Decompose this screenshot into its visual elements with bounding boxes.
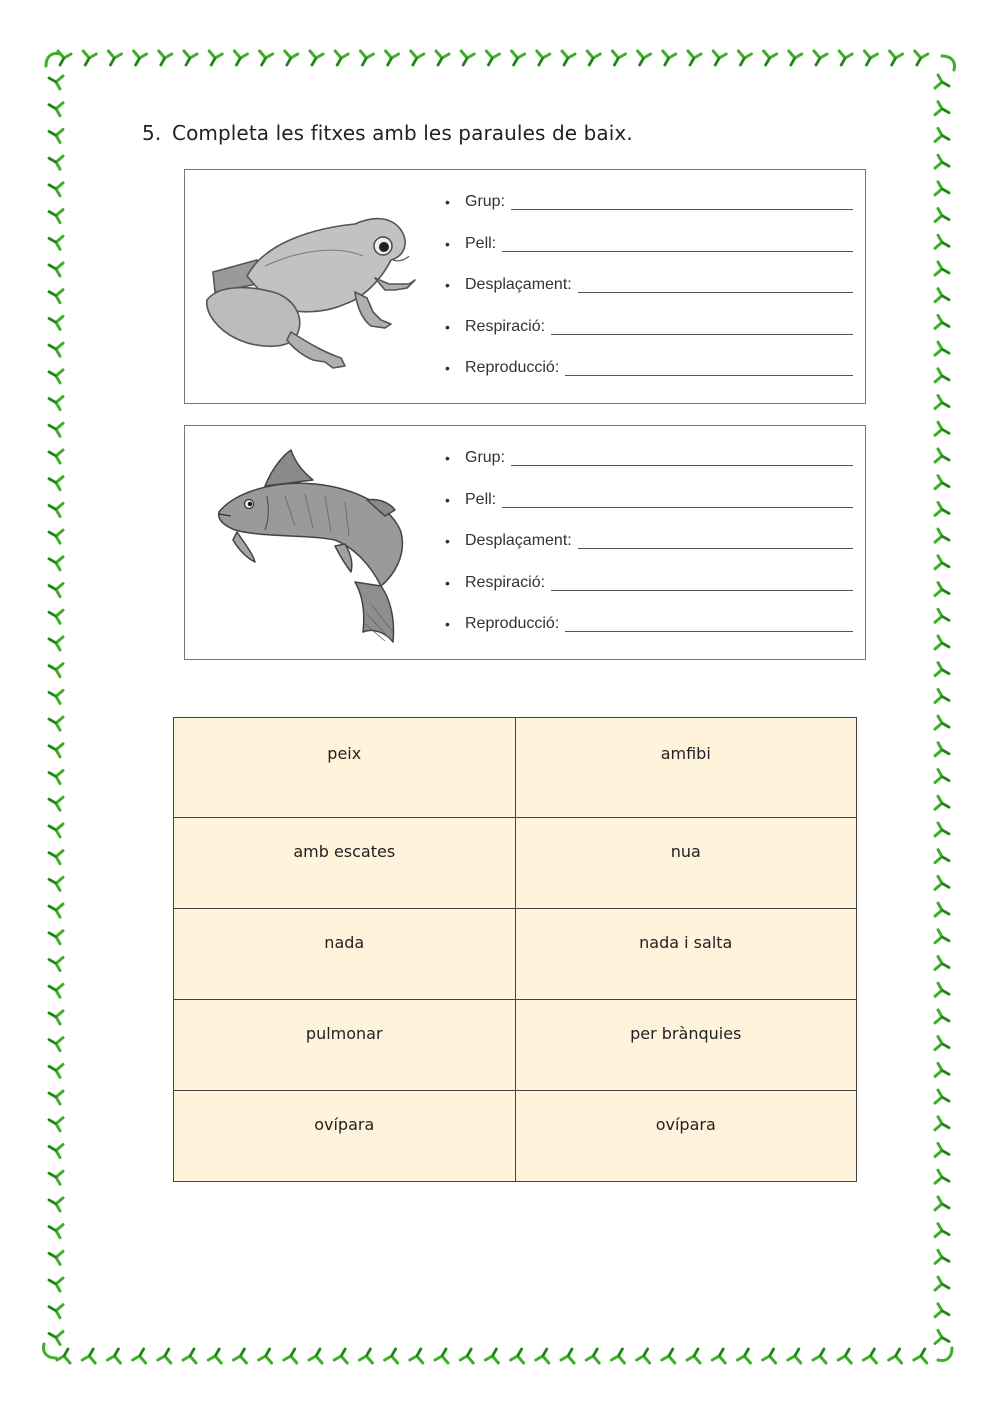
ribbon-mark xyxy=(713,51,726,65)
corner-curl-icon xyxy=(942,56,955,70)
bullet-icon: • xyxy=(445,491,450,508)
ribbon-mark xyxy=(813,1349,826,1363)
ribbon-mark xyxy=(863,1349,876,1363)
ribbon-mark xyxy=(935,689,949,702)
answer-line[interactable] xyxy=(565,612,853,632)
ribbon-mark xyxy=(49,1118,63,1131)
table-row xyxy=(174,909,857,1000)
ribbon-mark xyxy=(587,51,600,65)
ribbon-mark xyxy=(49,584,63,597)
ribbon-mark xyxy=(49,530,63,543)
ribbon-mark xyxy=(49,1171,63,1184)
ribbon-mark xyxy=(788,1349,801,1363)
ribbon-mark xyxy=(134,51,147,65)
ribbon-mark xyxy=(663,51,676,65)
field-label: Pell: xyxy=(465,490,497,508)
ribbon-mark xyxy=(234,51,247,65)
ribbon-mark xyxy=(935,529,949,542)
ribbon-mark xyxy=(49,877,63,890)
field-row xyxy=(443,315,853,357)
ribbon-mark xyxy=(49,1251,63,1264)
ribbon-mark xyxy=(935,1063,949,1076)
ribbon-mark xyxy=(935,1117,949,1130)
ribbon-mark xyxy=(49,744,63,757)
answer-line[interactable] xyxy=(511,446,853,466)
ribbon-mark xyxy=(208,1349,221,1363)
word-card[interactable]: amb escates xyxy=(174,818,516,909)
ribbon-mark xyxy=(890,51,903,65)
answer-line[interactable] xyxy=(578,273,853,293)
bullet-icon: • xyxy=(445,574,450,591)
ribbon-mark xyxy=(935,903,949,916)
ribbon-mark xyxy=(935,502,949,515)
exercise-heading xyxy=(142,121,633,145)
ribbon-mark xyxy=(935,262,949,275)
ribbon-mark xyxy=(935,1330,949,1343)
frog-icon xyxy=(195,180,425,395)
ribbon-mark xyxy=(49,76,63,89)
ribbon-mark xyxy=(49,423,63,436)
ribbon-mark xyxy=(688,51,701,65)
ribbon-mark xyxy=(49,851,63,864)
ribbon-mark xyxy=(359,1349,372,1363)
field-label: Respiració: xyxy=(465,573,546,591)
ribbon-mark xyxy=(49,370,63,383)
ribbon-mark xyxy=(159,51,172,65)
answer-line[interactable] xyxy=(511,190,853,210)
ribbon-mark xyxy=(935,1010,949,1023)
ribbon-mark xyxy=(411,51,424,65)
field-row xyxy=(443,488,853,530)
ribbon-mark xyxy=(49,503,63,516)
ribbon-mark xyxy=(49,664,63,677)
field-row xyxy=(443,356,853,398)
ribbon-mark xyxy=(334,1349,347,1363)
ribbon-mark xyxy=(612,51,625,65)
ribbon-mark xyxy=(637,1349,650,1363)
ribbon-mark xyxy=(638,51,651,65)
answer-line[interactable] xyxy=(565,356,853,376)
ribbon-mark xyxy=(738,51,751,65)
bullet-icon: • xyxy=(445,533,450,549)
ribbon-mark xyxy=(838,1349,851,1363)
ribbon-mark xyxy=(436,51,449,65)
word-card[interactable]: ovípara xyxy=(174,1091,516,1182)
field-label: Pell: xyxy=(465,234,497,252)
corner-curl-icon xyxy=(938,1348,952,1361)
ribbon-mark xyxy=(360,51,373,65)
ribbon-mark xyxy=(662,1349,675,1363)
ribbon-mark xyxy=(49,957,63,970)
ribbon-mark xyxy=(49,1144,63,1157)
ribbon-mark xyxy=(49,129,63,142)
bullet-icon: • xyxy=(445,616,450,632)
ribbon-mark xyxy=(49,1278,63,1291)
ribbon-mark xyxy=(49,210,63,223)
ribbon-mark xyxy=(107,1349,120,1363)
field-label: Respiració: xyxy=(465,317,546,335)
ribbon-mark xyxy=(158,1349,171,1363)
word-card[interactable]: peix xyxy=(174,718,516,818)
ribbon-mark xyxy=(57,1349,70,1363)
frog-card xyxy=(184,169,866,404)
ribbon-mark xyxy=(839,51,852,65)
ribbon-mark xyxy=(335,51,348,65)
bullet-icon: • xyxy=(445,360,450,376)
corner-curl-icon xyxy=(44,1344,57,1358)
ribbon-mark xyxy=(561,1349,574,1363)
field-row xyxy=(443,446,853,488)
corner-curl-icon xyxy=(46,54,60,67)
ribbon-mark xyxy=(284,1349,297,1363)
ribbon-mark xyxy=(935,182,949,195)
ribbon-mark xyxy=(485,1349,498,1363)
ribbon-mark xyxy=(49,931,63,944)
ribbon-mark xyxy=(49,397,63,410)
ribbon-mark xyxy=(49,1331,63,1344)
ribbon-mark xyxy=(935,663,949,676)
ribbon-mark xyxy=(935,956,949,969)
bullet-icon: • xyxy=(445,450,450,466)
field-row xyxy=(443,232,853,274)
ribbon-mark xyxy=(49,1198,63,1211)
ribbon-mark xyxy=(611,1349,624,1363)
ribbon-mark xyxy=(49,477,63,490)
ribbon-mark xyxy=(49,103,63,116)
ribbon-mark xyxy=(935,1277,949,1290)
answer-line[interactable] xyxy=(502,232,853,252)
ribbon-mark xyxy=(935,983,949,996)
word-card[interactable]: nada xyxy=(174,909,516,1000)
table-row xyxy=(174,718,857,818)
ribbon-mark xyxy=(764,51,777,65)
ribbon-mark xyxy=(935,743,949,756)
ribbon-mark xyxy=(586,1349,599,1363)
ribbon-mark xyxy=(49,1305,63,1318)
word-card[interactable]: amfibi xyxy=(515,718,857,818)
answer-line[interactable] xyxy=(578,529,853,549)
field-label: Reproducció: xyxy=(465,615,560,632)
bullet-icon: • xyxy=(445,235,450,252)
answer-line[interactable] xyxy=(502,488,853,508)
ribbon-mark xyxy=(49,1011,63,1024)
ribbon-mark xyxy=(49,797,63,810)
ribbon-mark xyxy=(460,1349,473,1363)
ribbon-mark xyxy=(49,771,63,784)
ribbon-mark xyxy=(260,51,273,65)
ribbon-mark xyxy=(49,637,63,650)
ribbon-mark xyxy=(763,1349,776,1363)
ribbon-mark xyxy=(49,343,63,356)
ribbon-mark xyxy=(935,235,949,248)
fish-icon xyxy=(195,436,425,651)
table-row xyxy=(174,1091,857,1182)
field-label: Desplaçament: xyxy=(465,532,572,549)
ribbon-mark xyxy=(49,156,63,169)
ribbon-mark xyxy=(935,422,949,435)
ribbon-mark xyxy=(935,583,949,596)
ribbon-mark xyxy=(285,51,298,65)
field-label: Reproducció: xyxy=(465,359,560,376)
ribbon-mark xyxy=(864,51,877,65)
ribbon-mark xyxy=(935,315,949,328)
ribbon-mark xyxy=(183,1349,196,1363)
word-card[interactable]: ovípara xyxy=(515,1091,857,1182)
ribbon-mark xyxy=(49,984,63,997)
ribbon-mark xyxy=(209,51,222,65)
ribbon-mark xyxy=(935,930,949,943)
table-row xyxy=(174,1000,857,1091)
ribbon-mark xyxy=(935,850,949,863)
ribbon-mark xyxy=(49,717,63,730)
ribbon-mark xyxy=(310,51,323,65)
ribbon-mark xyxy=(49,557,63,570)
ribbon-mark xyxy=(935,1197,949,1210)
ribbon-mark xyxy=(108,51,121,65)
ribbon-mark xyxy=(49,290,63,303)
ribbon-mark xyxy=(935,1250,949,1263)
field-row xyxy=(443,612,853,654)
ribbon-mark xyxy=(935,449,949,462)
ribbon-mark xyxy=(259,1349,272,1363)
ribbon-mark xyxy=(935,609,949,622)
ribbon-mark xyxy=(889,1349,902,1363)
exercise-number: 5. xyxy=(142,121,162,145)
ribbon-mark xyxy=(935,342,949,355)
ribbon-mark xyxy=(49,316,63,329)
bullet-icon: • xyxy=(445,194,450,210)
ribbon-mark xyxy=(935,102,949,115)
ribbon-mark xyxy=(687,1349,700,1363)
ribbon-mark xyxy=(82,1349,95,1363)
ribbon-mark xyxy=(935,369,949,382)
ribbon-mark xyxy=(49,690,63,703)
table-row xyxy=(174,818,857,909)
ribbon-mark xyxy=(935,75,949,88)
ribbon-mark xyxy=(935,289,949,302)
ribbon-mark xyxy=(935,1090,949,1103)
bullet-icon: • xyxy=(445,318,450,335)
ribbon-mark xyxy=(49,610,63,623)
word-card[interactable]: per brànquies xyxy=(515,1000,857,1091)
ribbon-mark xyxy=(935,1170,949,1183)
ribbon-mark xyxy=(486,51,499,65)
ribbon-mark xyxy=(935,1304,949,1317)
word-card[interactable]: nada i salta xyxy=(515,909,857,1000)
ribbon-mark xyxy=(789,51,802,65)
ribbon-mark xyxy=(233,1349,246,1363)
ribbon-mark xyxy=(935,396,949,409)
ribbon-mark xyxy=(49,263,63,276)
ribbon-mark xyxy=(737,1349,750,1363)
ribbon-mark xyxy=(49,1091,63,1104)
field-row xyxy=(443,571,853,613)
exercise-instruction: Completa les fitxes amb les paraules de baix. xyxy=(172,121,633,145)
ribbon-mark xyxy=(935,128,949,141)
field-label: Grup: xyxy=(465,449,506,466)
ribbon-mark xyxy=(49,450,63,463)
field-row xyxy=(443,529,853,571)
field-row xyxy=(443,190,853,232)
word-bank-table xyxy=(173,717,857,1182)
ribbon-mark xyxy=(537,51,550,65)
ribbon-mark xyxy=(49,824,63,837)
ribbon-mark xyxy=(511,1349,524,1363)
ribbon-mark xyxy=(309,1349,322,1363)
ribbon-mark xyxy=(935,209,949,222)
ribbon-mark xyxy=(935,155,949,168)
ribbon-mark xyxy=(49,1225,63,1238)
field-label: Grup: xyxy=(465,193,506,210)
ribbon-mark xyxy=(935,476,949,489)
ribbon-mark xyxy=(935,1143,949,1156)
ribbon-mark xyxy=(935,556,949,569)
ribbon-mark xyxy=(536,1349,549,1363)
ribbon-mark xyxy=(184,51,197,65)
ribbon-mark xyxy=(914,1349,927,1363)
ribbon-mark xyxy=(385,1349,398,1363)
word-card[interactable]: pulmonar xyxy=(174,1000,516,1091)
ribbon-mark xyxy=(83,51,96,65)
ribbon-mark xyxy=(935,796,949,809)
ribbon-mark xyxy=(562,51,575,65)
answer-line[interactable] xyxy=(551,315,853,335)
fish-fields xyxy=(443,446,853,654)
ribbon-mark xyxy=(49,904,63,917)
ribbon-mark xyxy=(935,1037,949,1050)
ribbon-mark xyxy=(512,51,525,65)
frog-fields xyxy=(443,190,853,398)
ribbon-mark xyxy=(49,1064,63,1077)
ribbon-mark xyxy=(49,1038,63,1051)
field-row xyxy=(443,273,853,315)
ribbon-mark xyxy=(915,51,928,65)
ribbon-mark xyxy=(935,823,949,836)
ribbon-mark xyxy=(461,51,474,65)
ribbon-mark xyxy=(410,1349,423,1363)
ribbon-mark xyxy=(49,183,63,196)
ribbon-mark xyxy=(49,236,63,249)
ribbon-mark xyxy=(712,1349,725,1363)
ribbon-mark xyxy=(935,716,949,729)
answer-line[interactable] xyxy=(551,571,853,591)
ribbon-mark xyxy=(935,636,949,649)
fish-card xyxy=(184,425,866,660)
ribbon-mark xyxy=(386,51,399,65)
ribbon-mark xyxy=(435,1349,448,1363)
ribbon-mark xyxy=(814,51,827,65)
field-label: Desplaçament: xyxy=(465,276,572,293)
ribbon-mark xyxy=(935,1224,949,1237)
ribbon-mark xyxy=(935,770,949,783)
word-card[interactable]: nua xyxy=(515,818,857,909)
ribbon-mark xyxy=(935,876,949,889)
bullet-icon: • xyxy=(445,277,450,293)
ribbon-mark xyxy=(133,1349,146,1363)
